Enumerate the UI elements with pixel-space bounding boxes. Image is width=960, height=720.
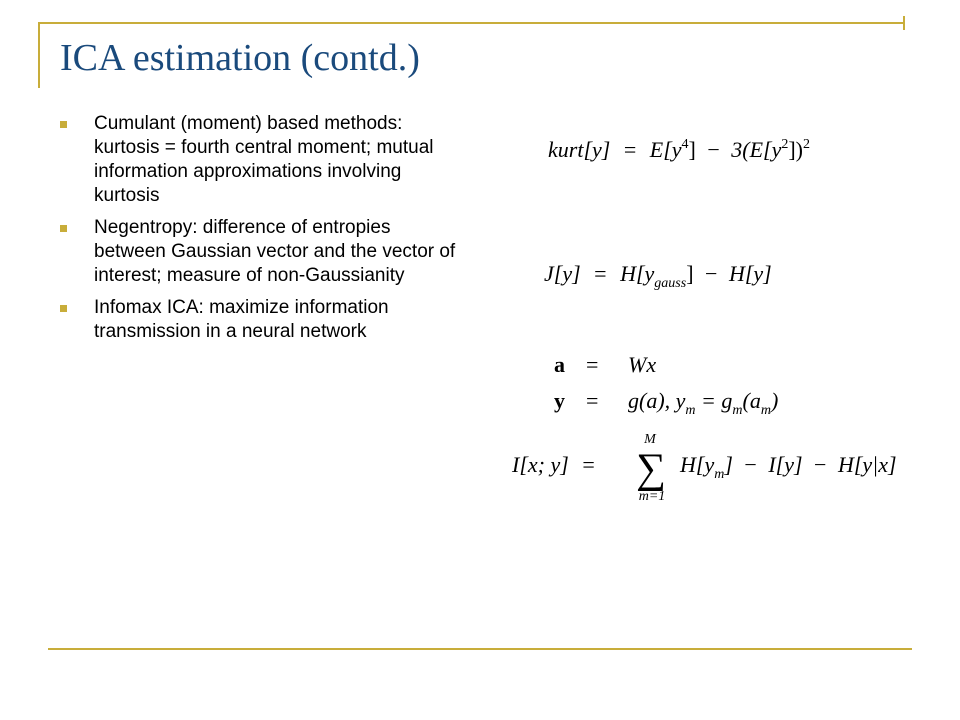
formula-infomax-a xyxy=(554,352,656,377)
negentropy-term1: H[y xyxy=(620,261,655,286)
svg-text:J[y] = H[ygaus xyxy=(544,261,772,291)
bullet-item-infomax xyxy=(58,296,458,344)
formula-kurtosis xyxy=(548,137,810,162)
kurtosis-eq: = xyxy=(623,137,637,162)
mi-term1-close: ] xyxy=(724,452,733,477)
kurtosis-minus: − xyxy=(707,137,720,162)
left-rule xyxy=(38,22,40,88)
bottom-rule xyxy=(48,648,912,650)
infomax-y-lhs: y xyxy=(554,388,565,413)
infomax-y-rhs-b: = g xyxy=(695,388,733,413)
mi-sum-lower: m=1 xyxy=(638,489,666,504)
negentropy-term1-subscript: gauss xyxy=(654,276,687,291)
formula-mutual-information xyxy=(511,432,897,504)
kurtosis-term1-power: 4 xyxy=(681,137,689,152)
svg-text:kurt[y] = E[y4 xyxy=(548,137,810,162)
sum-icon: ∑ xyxy=(636,446,666,492)
bullet-text: Cumulant (moment) based methods: kurtosis = fourth central moment; mutual information approximations involving kurtosis xyxy=(94,113,434,206)
mi-lhs: I[x; y] xyxy=(512,452,569,477)
bullet-list xyxy=(58,112,458,352)
svg-text:I[x; y] = xyxy=(511,452,595,477)
right-rule-tick xyxy=(903,16,905,30)
kurtosis-term2-power: 2 xyxy=(781,137,789,152)
infomax-y-sub1: m xyxy=(685,403,696,418)
mi-minus2: − xyxy=(814,452,827,477)
bullet-text: Infomax ICA: maximize information transmission in a neural network xyxy=(94,297,389,342)
kurtosis-lhs: kurt[y] xyxy=(548,137,611,162)
negentropy-term1-close: ] xyxy=(686,261,694,286)
infomax-a-rhs: Wx xyxy=(628,352,657,377)
top-rule xyxy=(38,22,904,24)
mi-minus1: − xyxy=(744,452,757,477)
bullet-item-cumulant xyxy=(58,112,458,208)
infomax-y-rhs-d: ) xyxy=(770,388,779,413)
svg-text:g(a), ym = gm(am) xyxy=(628,388,778,418)
kurtosis-term1: E[y xyxy=(649,137,682,162)
infomax-a-eq: = xyxy=(586,352,599,377)
bullet-text: Negentropy: difference of entropies between Gaussian vector and the vector of interest; measure of non-Gaussianity xyxy=(94,217,456,286)
mi-eq: = xyxy=(582,452,595,477)
negentropy-minus: − xyxy=(705,261,718,286)
negentropy-term2: H[y] xyxy=(728,261,772,286)
mi-term1-sub: m xyxy=(714,467,725,482)
negentropy-lhs: J[y] xyxy=(544,261,581,286)
infomax-y-eq: = xyxy=(586,388,599,413)
kurtosis-term2: 3(E[y xyxy=(731,137,782,162)
formula-infomax-y xyxy=(554,388,778,418)
square-bullet-icon xyxy=(60,225,67,232)
formulas-panel xyxy=(500,110,900,510)
infomax-y-rhs-c: (a xyxy=(742,388,761,413)
kurtosis-term1-close: ] xyxy=(688,137,696,162)
mi-term2: I[y] xyxy=(768,452,803,477)
formula-negentropy xyxy=(544,261,772,291)
kurtosis-term2-close: ]) xyxy=(788,137,804,162)
mi-term1: H[y xyxy=(680,452,715,477)
kurtosis-outer-power: 2 xyxy=(803,137,811,152)
square-bullet-icon xyxy=(60,305,67,312)
mi-sum-upper: M xyxy=(644,432,656,447)
infomax-y-rhs-a: g(a), y xyxy=(628,388,686,413)
bullet-item-negentropy xyxy=(58,216,458,288)
mi-term3: H[y|x] xyxy=(837,452,897,477)
svg-text:H[ym] − I[y] xyxy=(679,452,897,482)
negentropy-eq: = xyxy=(594,261,607,286)
infomax-y-sub2: m xyxy=(732,403,743,418)
square-bullet-icon xyxy=(60,121,67,128)
infomax-a-lhs: a xyxy=(554,352,565,377)
infomax-y-sub3: m xyxy=(760,403,771,418)
slide-title: ICA estimation (contd.) xyxy=(60,37,420,79)
